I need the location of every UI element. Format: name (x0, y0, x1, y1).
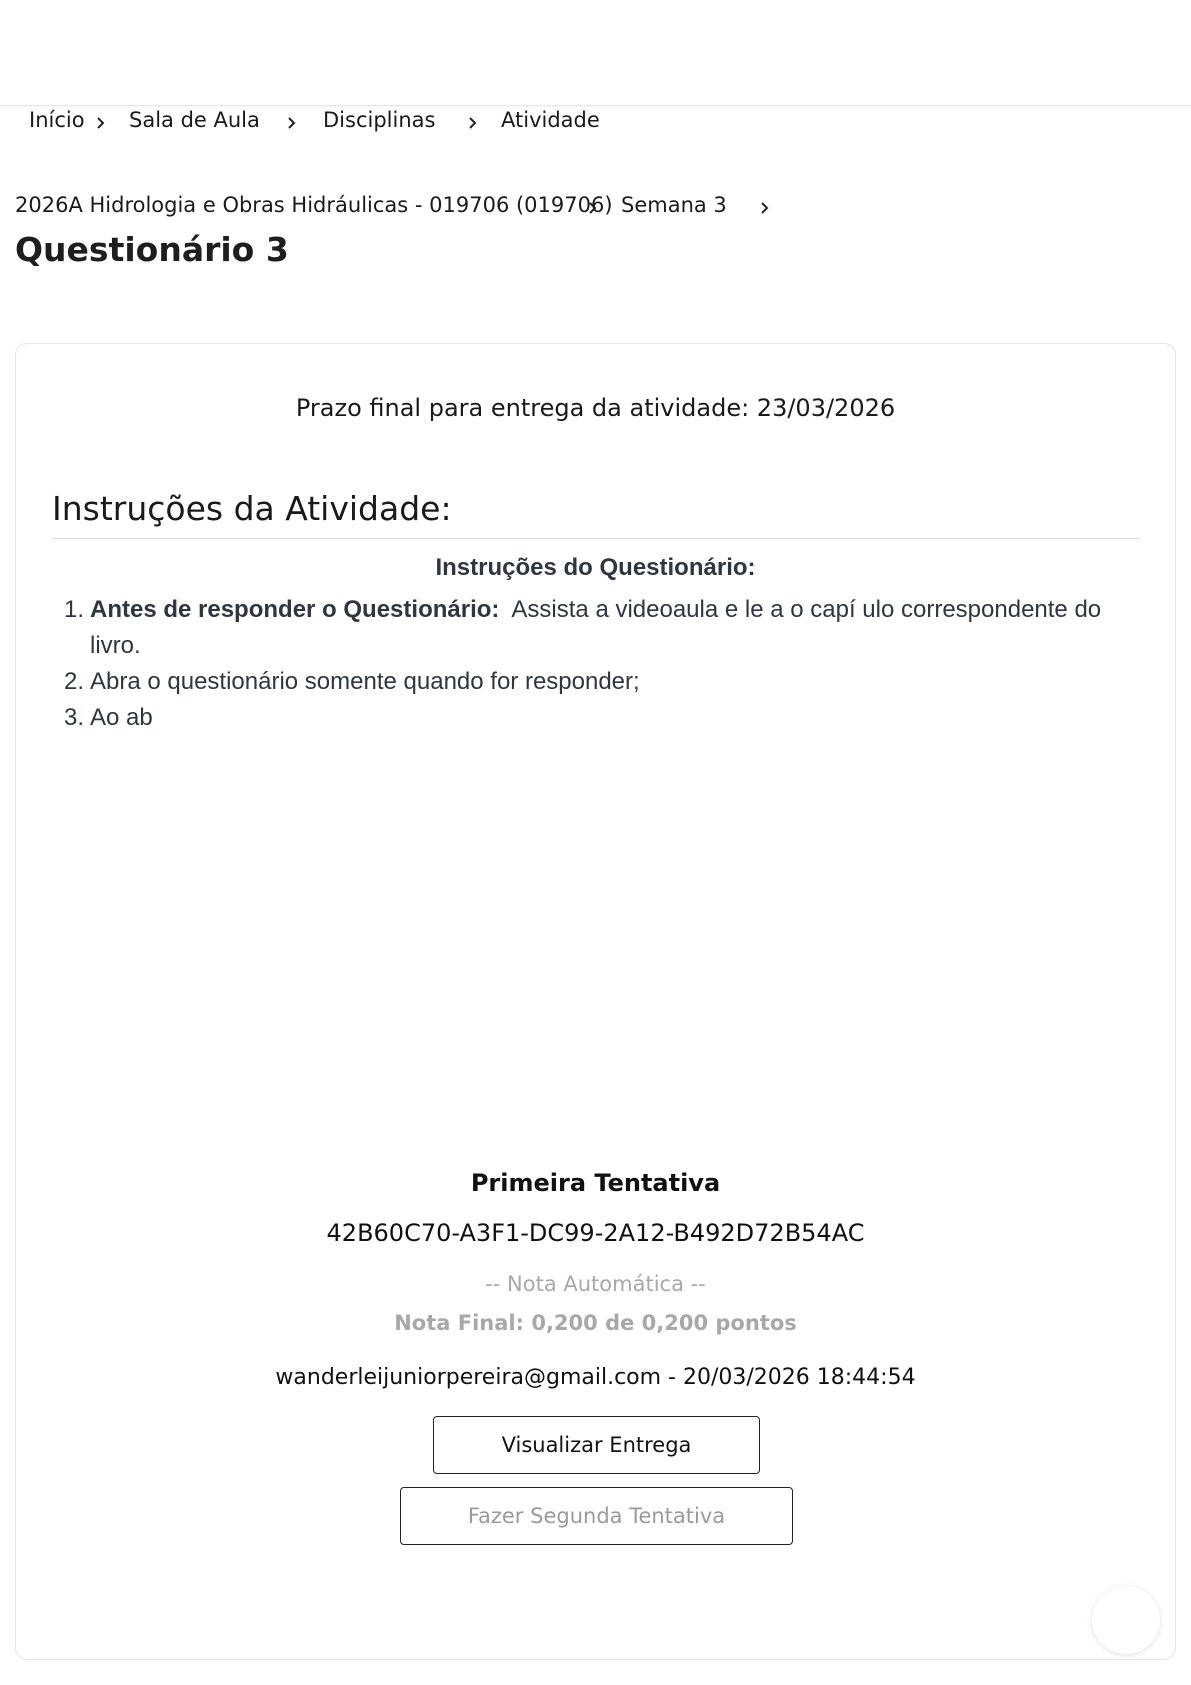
deadline-text: Prazo final para entrega da atividade: 23/03/2026 (295, 394, 896, 422)
list-item (63, 664, 1130, 700)
list-item (63, 592, 1130, 664)
chevron-right-icon (755, 195, 775, 221)
chevron-right-icon (583, 195, 603, 221)
chevron-right-icon (463, 110, 483, 136)
instructions-section-title: Instruções da Atividade: (52, 489, 1140, 539)
instruction-bold: Antes de responder o Questionário: (90, 596, 500, 623)
view-submission-button[interactable]: Visualizar Entrega (433, 1416, 760, 1474)
breadcrumb-inicio[interactable]: Início (29, 108, 85, 132)
breadcrumb-week[interactable]: Semana 3 (621, 193, 727, 217)
breadcrumb-course[interactable]: 2026A Hidrologia e Obras Hidráulicas - 019706 (019706) (15, 193, 613, 217)
instruction-text: Abra o questionário somente quando for responder; (90, 668, 640, 695)
instruction-text: Assista a videoaula e le a o capí ulo correspondente do livro. (90, 596, 1108, 659)
breadcrumb-sala-de-aula[interactable]: Sala de Aula (129, 108, 260, 132)
list-item (63, 700, 1130, 736)
auto-grade-label: -- Nota Automática -- (485, 1272, 706, 1296)
submission-info: wanderleijuniorpereira@gmail.com - 20/03/2026 18:44:54 (275, 1365, 916, 1390)
activity-card (15, 343, 1176, 1660)
instructions-list (63, 592, 1130, 736)
breadcrumb-atividade[interactable]: Atividade (501, 108, 600, 132)
second-attempt-button[interactable]: Fazer Segunda Tentativa (400, 1487, 793, 1545)
final-grade: Nota Final: 0,200 de 0,200 pontos (394, 1311, 797, 1335)
chat-widget-button[interactable] (1092, 1586, 1160, 1654)
list-number: 1. (63, 596, 84, 623)
breadcrumb-disciplinas[interactable]: Disciplinas (323, 108, 436, 132)
instruction-text: Ao ab (90, 704, 153, 731)
list-number: 3. (63, 704, 84, 731)
attempt-code: 42B60C70-A3F1-DC99-2A12-B492D72B54AC (326, 1219, 865, 1247)
page-title: Questionário 3 (15, 230, 289, 269)
attempt-title: Primeira Tentativa (470, 1169, 721, 1197)
chevron-right-icon (282, 110, 302, 136)
instructions-heading: Instruções do Questionário: (435, 554, 756, 581)
chevron-right-icon (91, 110, 111, 136)
list-number: 2. (63, 668, 84, 695)
top-header-bar (0, 0, 1191, 106)
